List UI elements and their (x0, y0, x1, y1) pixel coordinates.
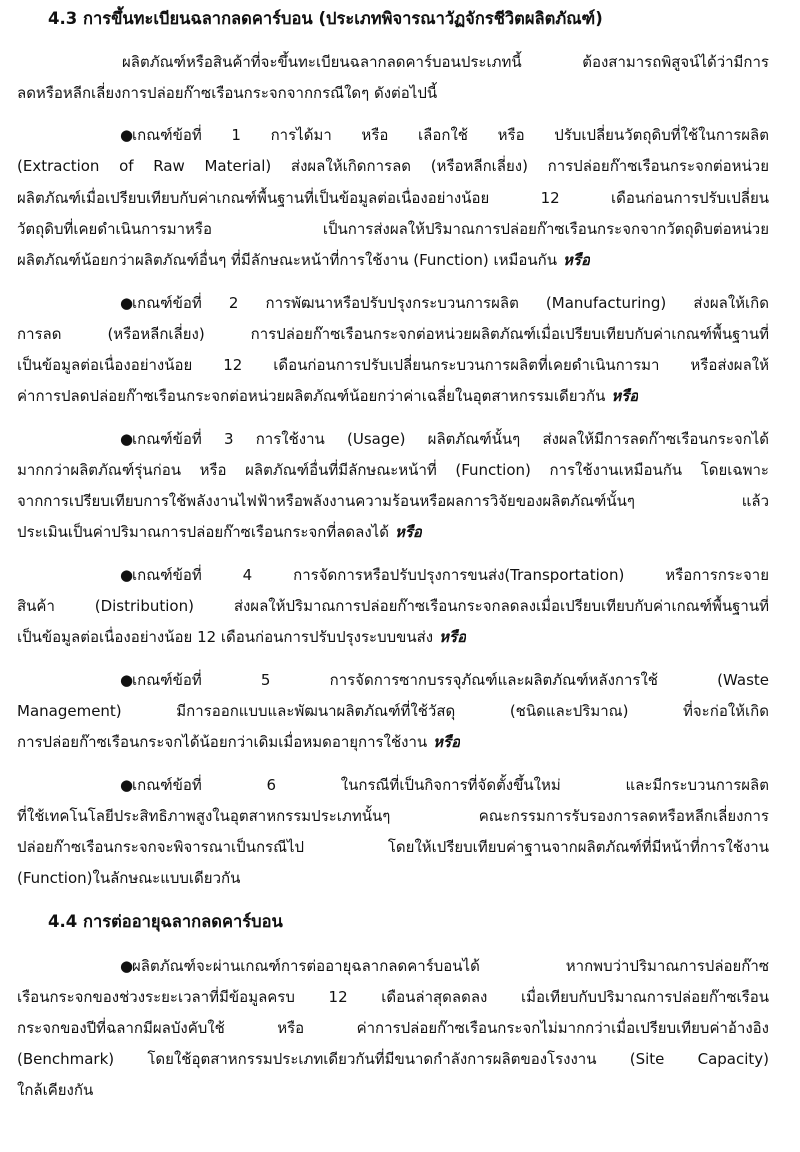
criterion-1-line: เกณฑ์ข้อที่ 1 การได้มา หรือ เลือกใช้ หรือ ปรับเปลี่ยนวัตถุดิบที่ใช้ในการผลิต (132, 126, 769, 144)
criterion-5-text: การปล่อยก๊าซเรือนกระจกได้น้อยกว่าเดิมเมื่อหมดอายุการใช้งาน (17, 733, 428, 751)
criterion-5-line: เกณฑ์ข้อที่ 5 การจัดการซากบรรจุภัณฑ์และผลิตภัณฑ์หลังการใช้ (Waste (132, 671, 769, 689)
intro-line: ลดหรือหลีกเลี่ยงการปล่อยก๊าซเรือนกระจกจากกรณีใดๆ ดังต่อไปนี้ (17, 84, 438, 102)
section-heading-4-3: 4.3 การขึ้นทะเบียนฉลากลดคาร์บอน (ประเภทพิจารณาวัฏจักรชีวิตผลิตภัณฑ์) (48, 9, 603, 28)
bullet-icon: ● (120, 294, 134, 312)
or-word: หรือ (563, 251, 590, 269)
criterion-2-line: เป็นข้อมูลต่อเนื่องอย่างน้อย 12 เดือนก่อนการปรับเปลี่ยนกระบวนการผลิตที่เคยดำเนินการมา หรือส่งผลให้ (17, 356, 769, 374)
criterion-3-text: ประเมินเป็นค่าปริมาณการปล่อยก๊าซเรือนกระจกที่ลดลงได้ (17, 523, 389, 541)
criterion-6-line: ปล่อยก๊าซเรือนกระจกจะพิจารณาเป็นกรณีไป โดยให้เปรียบเทียบค่าฐานจากผลิตภัณฑ์ที่มีหน้าที่การใช้งาน (17, 838, 769, 856)
criterion-6-line: เกณฑ์ข้อที่ 6 ในกรณีที่เป็นกิจการที่จัดตั้งขึ้นใหม่ และมีกระบวนการผลิต (132, 776, 769, 794)
criterion-2-line (17, 385, 638, 407)
criterion-3-line (17, 521, 422, 543)
renewal-line: เรือนกระจกของช่วงระยะเวลาที่มีข้อมูลครบ 12 เดือนล่าสุดลดลง เมื่อเทียบกับปริมาณการปล่อยก๊าซเรือน (17, 988, 769, 1006)
bullet-icon: ● (120, 566, 134, 584)
bullet-icon: ● (120, 126, 134, 144)
or-word: หรือ (394, 523, 422, 541)
criterion-1-line: (Extraction of Raw Material) ส่งผลให้เกิดการลด (หรือหลีกเลี่ยง) การปล่อยก๊าซเรือนกระจกต่อหน่วย (17, 157, 769, 175)
criterion-4-text: เป็นข้อมูลต่อเนื่องอย่างน้อย 12 เดือนก่อนการปรับปรุงระบบขนส่ง (17, 628, 434, 646)
renewal-line: ผลิตภัณฑ์จะผ่านเกณฑ์การต่ออายุฉลากลดคาร์บอนได้ หากพบว่าปริมาณการปล่อยก๊าซ (132, 957, 769, 975)
criterion-1-line (17, 249, 590, 271)
criterion-3-line: เกณฑ์ข้อที่ 3 การใช้งาน (Usage) ผลิตภัณฑ์นั้นๆ ส่งผลให้มีการลดก๊าซเรือนกระจกได้ (132, 430, 769, 448)
renewal-line: (Benchmark) โดยใช้อุตสาหกรรมประเภทเดียวกันที่มีขนาดกำลังการผลิตของโรงงาน (Site Capacity) (17, 1050, 769, 1068)
criterion-1-line: วัตถุดิบที่เคยดำเนินการมาหรือ เป็นการส่งผลให้ปริมาณการปล่อยก๊าซเรือนกระจกจากวัตถุดิบต่อหน่วย (17, 220, 769, 238)
criterion-3-line: มากกว่าผลิตภัณฑ์รุ่นก่อน หรือ ผลิตภัณฑ์อื่นที่มีลักษณะหน้าที่ (Function) การใช้งานเหมือนกัน โดยเฉพาะ (17, 461, 769, 479)
criterion-2-text: ค่าการปลดปล่อยก๊าซเรือนกระจกต่อหน่วยผลิตภัณฑ์น้อยกว่าค่าเฉลี่ยในอุตสาหกรรมเดียวกัน (17, 387, 606, 405)
criterion-5-line (17, 731, 460, 753)
criterion-6-line: (Function)ในลักษณะแบบเดียวกัน (17, 869, 241, 887)
bullet-icon: ● (120, 957, 134, 975)
criterion-6-line: ที่ใช้เทคโนโลยีประสิทธิภาพสูงในอุตสาหกรรมประเภทนั้นๆ คณะกรรมการรับรองการลดหรือหลีกเลี่ยงการ (17, 807, 769, 825)
or-word: หรือ (611, 387, 639, 405)
criterion-1-text: ผลิตภัณฑ์น้อยกว่าผลิตภัณฑ์อื่นๆ ที่มีลักษณะหน้าที่การใช้งาน (Function) เหมือนกัน (17, 251, 557, 269)
renewal-line: กระจกของปีที่ฉลากมีผลบังคับใช้ หรือ ค่าการปล่อยก๊าซเรือนกระจกไม่มากกว่าเมื่อเปรียบเทียบค่าอ้างอิง (17, 1019, 769, 1037)
section-heading-4-4: 4.4 การต่ออายุฉลากลดคาร์บอน (48, 912, 283, 931)
or-word: หรือ (433, 733, 461, 751)
criterion-5-line: Management) มีการออกแบบและพัฒนาผลิตภัณฑ์ที่ใช้วัสดุ (ชนิดและปริมาณ) ที่จะก่อให้เกิด (17, 702, 769, 720)
criterion-4-line: เกณฑ์ข้อที่ 4 การจัดการหรือปรับปรุงการขนส่ง(Transportation) หรือการกระจาย (132, 566, 769, 584)
criterion-4-line (17, 626, 466, 648)
or-word: หรือ (439, 628, 467, 646)
criterion-3-line: จากการเปรียบเทียบการใช้พลังงานไฟฟ้าหรือพลังงานความร้อนหรือผลการวิจัยของผลิตภัณฑ์นั้นๆ แล้ว (17, 492, 769, 510)
criterion-4-line: สินค้า (Distribution) ส่งผลให้ปริมาณการปล่อยก๊าซเรือนกระจกลดลงเมื่อเปรียบเทียบกับค่าเกณฑ์พื้นฐานที่ (17, 597, 769, 615)
bullet-icon: ● (120, 776, 134, 794)
bullet-icon: ● (120, 430, 134, 448)
intro-line: ผลิตภัณฑ์หรือสินค้าที่จะขึ้นทะเบียนฉลากลดคาร์บอนประเภทนี้ ต้องสามารถพิสูจน์ได้ว่ามีการ (122, 53, 769, 71)
criterion-2-line: เกณฑ์ข้อที่ 2 การพัฒนาหรือปรับปรุงกระบวนการผลิต (Manufacturing) ส่งผลให้เกิด (132, 294, 769, 312)
renewal-line: ใกล้เคียงกัน (17, 1081, 94, 1099)
criterion-2-line: การลด (หรือหลีกเลี่ยง) การปล่อยก๊าซเรือนกระจกต่อหน่วยผลิตภัณฑ์เมื่อเปรียบเทียบกับค่าเกณฑ์พื้นฐานที่ (17, 325, 769, 343)
bullet-icon: ● (120, 671, 134, 689)
criterion-1-line: ผลิตภัณฑ์เมื่อเปรียบเทียบกับค่าเกณฑ์พื้นฐานที่เป็นข้อมูลต่อเนื่องอย่างน้อย 12 เดือนก่อนการปรับเปลี่ยน (17, 189, 769, 207)
